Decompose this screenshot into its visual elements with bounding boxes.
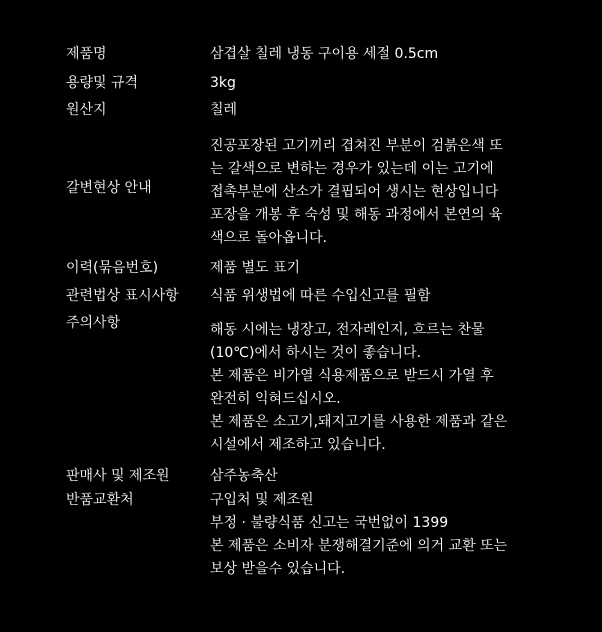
value-line: 진공포장된 고기끼리 겹쳐진 부분이 검붉은색 또 bbox=[210, 138, 503, 154]
label-browning-notice: 갈변현상 안내 bbox=[66, 180, 152, 196]
value-capacity bbox=[210, 72, 550, 95]
value-line: (10℃)에서 하시는 것이 좋습니다. bbox=[210, 345, 422, 361]
value-cautions bbox=[210, 319, 550, 457]
value-legal-notice bbox=[210, 285, 550, 308]
value-line: 해동 시에는 냉장고, 전자레인지, 흐르는 찬물 bbox=[210, 322, 485, 338]
value-line: 식품 위생법에 따른 수입신고를 필함 bbox=[210, 288, 431, 304]
value-line: 는 갈색으로 변하는 경우가 있는데 이는 고기에 bbox=[210, 161, 494, 177]
label-traceability: 이력(묶음번호) bbox=[66, 260, 159, 276]
label-product-name: 제품명 bbox=[66, 46, 107, 62]
value-line: 본 제품은 소고기,돼지고기를 사용한 제품과 같은 bbox=[210, 414, 508, 430]
value-line: 완전히 익혀드십시오. bbox=[210, 391, 341, 407]
value-line: 삼주농축산 bbox=[210, 468, 278, 484]
label-origin: 원산지 bbox=[66, 102, 107, 118]
value-line: 보상 받을수 있습니다. bbox=[210, 561, 346, 577]
value-line: 삼겹살 칠레 냉동 구이용 세절 0.5cm bbox=[210, 46, 439, 62]
label-seller-manufacturer: 판매사 및 제조원 bbox=[66, 468, 170, 484]
label-cautions: 주의사항 bbox=[66, 315, 121, 331]
value-browning-notice bbox=[210, 135, 550, 250]
value-line: 포장을 개봉 후 숙성 및 해동 과정에서 본연의 육 bbox=[210, 207, 503, 223]
value-origin bbox=[210, 99, 550, 122]
value-line: 구입처 및 제조원 bbox=[210, 492, 314, 508]
value-line: 본 제품은 소비자 분쟁해결기준에 의거 교환 또는 bbox=[210, 538, 508, 554]
value-line: 접촉부분에 산소가 결핍되어 생시는 현상입니다 bbox=[210, 184, 499, 200]
value-traceability bbox=[210, 257, 550, 280]
value-line: 색으로 돌아옵니다. bbox=[210, 230, 328, 246]
value-line: 본 제품은 비가열 식용제품으로 받드시 가열 후 bbox=[210, 368, 494, 384]
value-seller-manufacturer bbox=[210, 465, 550, 488]
value-return-exchange bbox=[210, 489, 550, 581]
label-capacity: 용량및 규격 bbox=[66, 75, 139, 91]
value-product-name bbox=[210, 43, 550, 66]
label-return-exchange: 반품교환처 bbox=[66, 492, 134, 508]
value-line: 칠레 bbox=[210, 102, 238, 118]
value-line: 부정 · 불량식품 신고는 국번없이 1399 bbox=[210, 515, 449, 531]
value-line: 시설에서 제조하고 있습니다. bbox=[210, 437, 386, 453]
label-legal-notice: 관련법상 표시사항 bbox=[66, 288, 179, 304]
value-line: 제품 별도 표기 bbox=[210, 260, 301, 276]
value-line: 3kg bbox=[210, 75, 236, 91]
